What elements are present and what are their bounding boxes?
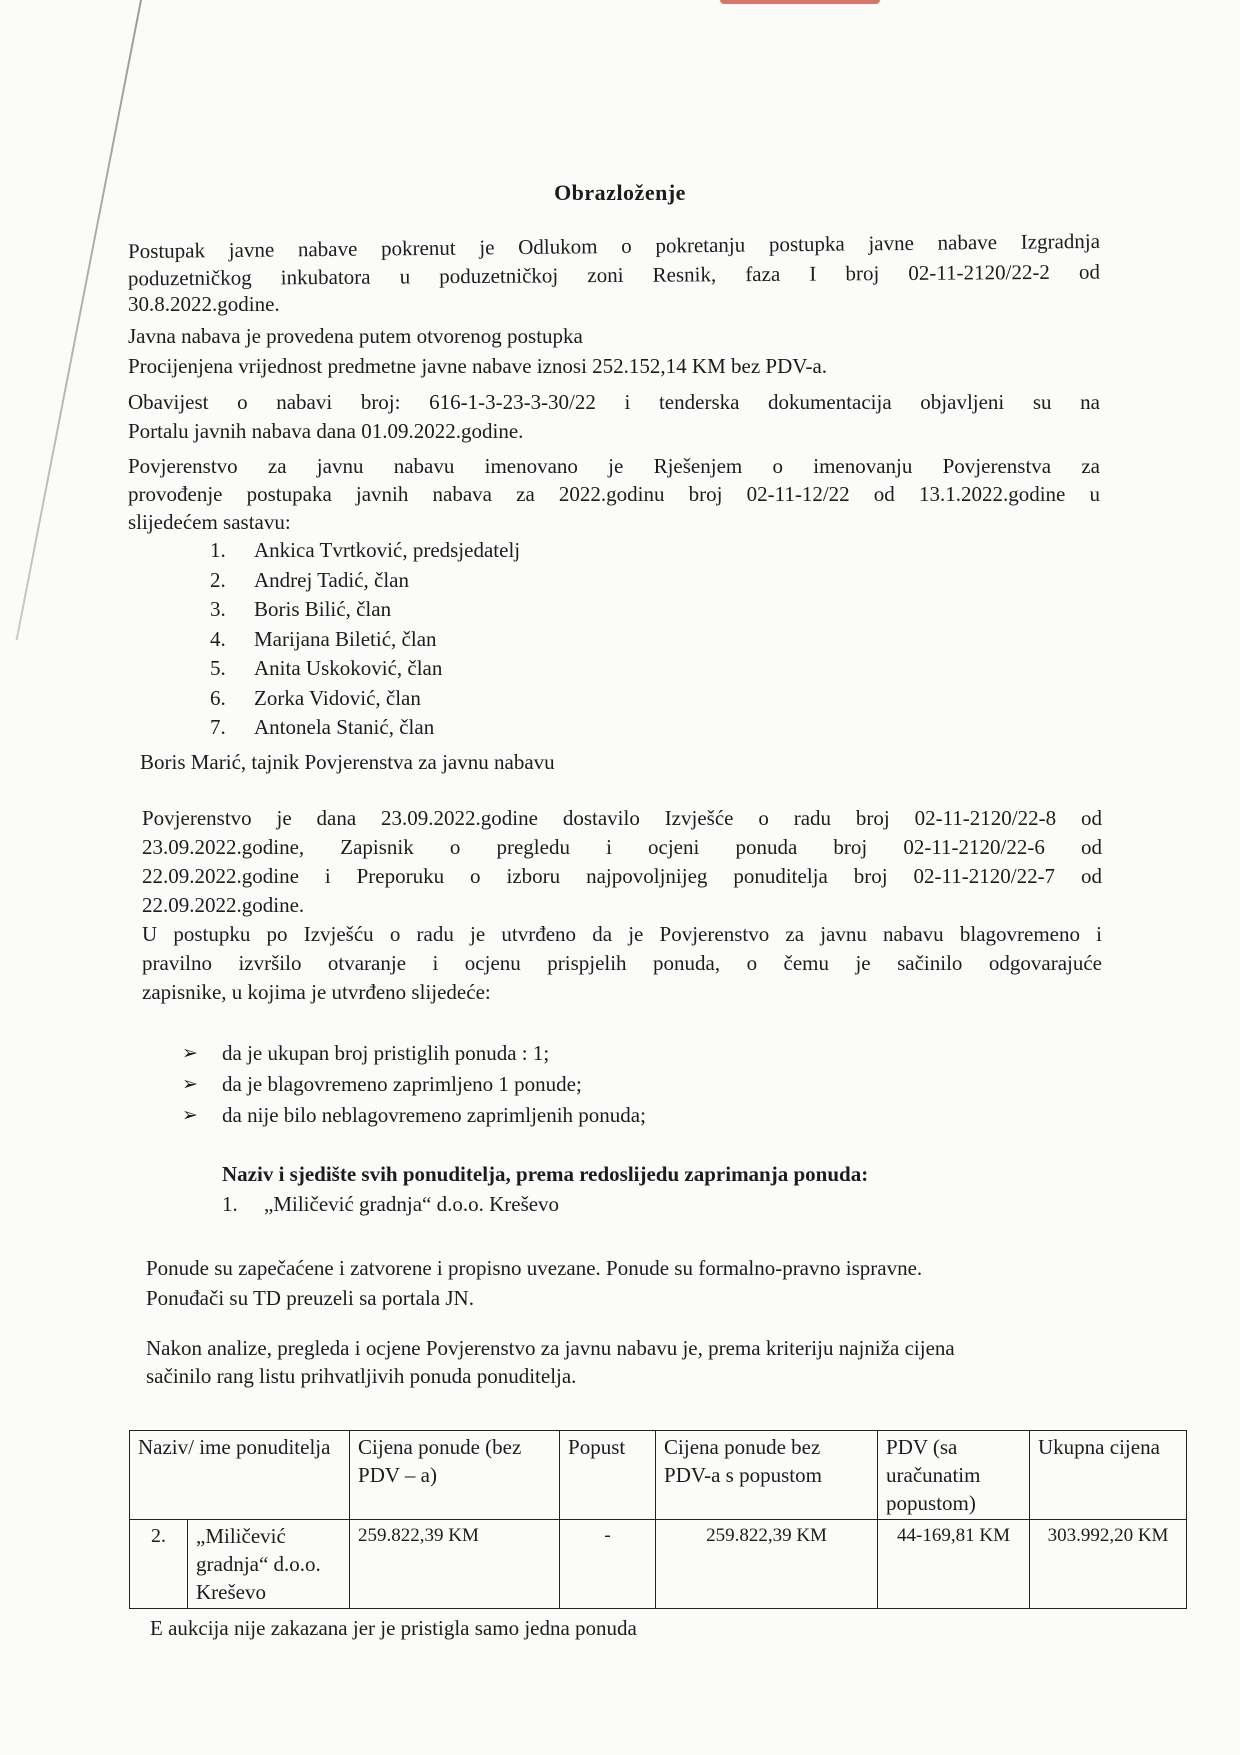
scan-edge-line [16,0,142,640]
committee-members-list [210,536,520,743]
header-vat: PDV (sa uračunatim popustom) [878,1431,1030,1520]
arrow-bullet-icon: ➢ [182,1105,198,1126]
list-item: 2. Andrej Tadić, član [210,567,409,592]
findings-list [182,1038,646,1131]
report-line-3: 22.09.2022.godine i Preporuku o izboru najpovoljnijeg ponuditelja broj 02-11-2120/22-7 od [142,864,1102,888]
arrow-bullet-icon: ➢ [182,1043,198,1064]
list-item: 6. Zorka Vidović, član [210,685,421,710]
row-number: 2. [130,1520,188,1609]
committee-line-3: slijedećem sastavu: [128,510,291,534]
list-item: ➢ da nije bilo neblagovremeno zaprimljenih ponuda; [182,1100,646,1131]
analysis-line-2: sačinilo rang listu prihvatljivih ponuda ponuditelja. [146,1364,577,1388]
header-discount: Popust [560,1431,656,1520]
report-line-1: Povjerenstvo je dana 23.09.2022.godine dostavilo Izvješće o radu broj 02-11-2120/22-8 od [142,806,1102,830]
intro-line-3: 30.8.2022.godine. [128,292,280,316]
row-name: „Miličević gradnja“ d.o.o. Kreševo [188,1520,350,1609]
report-line-6: pravilno izvršilo otvaranje i ocjenu prispjelih ponuda, o čemu je sačinilo odgovarajuće [142,951,1102,975]
analysis-line-1: Nakon analize, pregleda i ocjene Povjerenstvo za javnu nabavu je, prema kriteriju najniža cijena [146,1336,955,1360]
estimate-text: Procijenjena vrijednost predmetne javne nabave iznosi 252.152,14 KM bez PDV-a. [128,354,828,378]
committee-line-1: Povjerenstvo za javnu nabavu imenovano je Rješenjem o imenovanju Povjerenstva za [128,454,1100,478]
row-discount: - [560,1520,656,1609]
list-item: ➢ da je blagovremeno zaprimljeno 1 ponude; [182,1069,646,1100]
intro-line-2: poduzetničkog inkubatora u poduzetničkoj zoni Resnik, faza I broj 02-11-2120/22-2 od [127,259,1101,291]
notice-line-2: Portalu javnih nabava dana 01.09.2022.godine. [128,419,524,443]
sealed-line-1: Ponude su zapečaćene i zatvorene i propisno uvezane. Ponude su formalno-pravno ispravne. [146,1256,923,1280]
header-name: Naziv/ ime ponuditelja [130,1431,350,1520]
header-price: Cijena ponude (bez PDV – a) [350,1431,560,1520]
list-item: 7. Antonela Stanić, član [210,715,435,739]
committee-line-2: provođenje postupaka javnih nabava za 2022.godinu broj 02-11-12/22 od 13.1.2022.godine u [128,482,1100,506]
intro-line-1: Postupak javne nabave pokrenut je Odlukom o pokretanju postupka javne nabave Izgradnja [127,228,1101,264]
row-price: 259.822,39 KM [350,1520,560,1609]
offers-table [129,1430,1187,1609]
report-line-5: U postupku po Izvješću o radu je utvrđeno da je Povjerenstvo za javnu nabavu blagovremeno i [142,922,1102,946]
secretary-text: Boris Marić, tajnik Povjerenstva za javnu nabavu [140,750,555,774]
list-item: 1. Ankica Tvrtković, predsjedatelj [210,538,521,562]
report-line-2: 23.09.2022.godine, Zapisnik o pregledu i ocjeni ponuda broj 02-11-2120/22-6 od [142,835,1102,859]
list-item: 3. Boris Bilić, član [210,597,392,621]
table-header-row [130,1431,1187,1520]
report-line-4: 22.09.2022.godine. [142,893,305,917]
list-item: ➢ da je ukupan broj pristiglih ponuda : 1; [182,1038,646,1069]
header-price-discount: Cijena ponude bez PDV-a s popustom [656,1431,878,1520]
notice-line-1: Obavijest o nabavi broj: 616-1-3-23-3-30/22 i tenderska dokumentacija objavljeni su na [128,390,1100,414]
document-title: Obrazloženje [554,180,686,205]
closing-text: E aukcija nije zakazana jer je pristigla samo jedna ponuda [150,1616,637,1640]
list-item: 4. Marijana Biletić, član [210,626,437,651]
row-vat: 44-169,81 KM [878,1520,1030,1609]
scan-top-mark [720,0,880,4]
sealed-line-2: Ponuđači su TD preuzeli sa portala JN. [146,1286,474,1310]
header-total: Ukupna cijena [1030,1431,1187,1520]
bidder-item: 1. „Miličević gradnja“ d.o.o. Kreševo [222,1192,560,1216]
list-item: 5. Anita Uskoković, član [210,656,443,680]
procedure-text: Javna nabava je provedena putem otvorenog postupka [128,324,583,348]
row-price-discount: 259.822,39 KM [656,1520,878,1609]
table-row [130,1520,1187,1609]
row-total: 303.992,20 KM [1030,1520,1187,1609]
arrow-bullet-icon: ➢ [182,1074,198,1095]
report-line-7: zapisnike, u kojima je utvrđeno slijedeće: [142,980,491,1004]
bidders-heading: Naziv i sjedište svih ponuditelja, prema redoslijedu zaprimanja ponuda: [222,1162,869,1186]
